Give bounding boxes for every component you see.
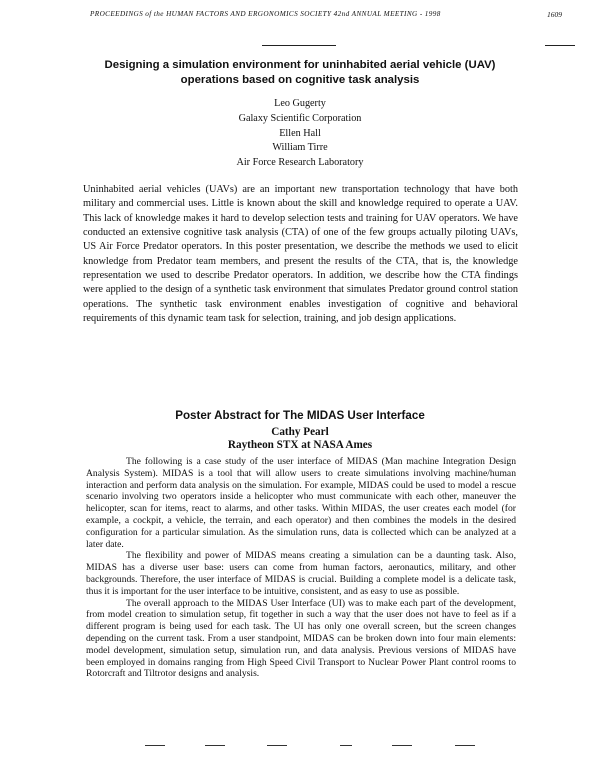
paper1-title-line1: Designing a simulation environment for uninhabited aerial vehicle (UAV)	[104, 59, 496, 71]
paper2-affiliation: Raytheon STX at NASA Ames	[227, 439, 373, 451]
footer-mark	[205, 745, 225, 746]
paper2-author: Cathy Pearl	[271, 426, 329, 438]
author-name: Ellen Hall	[279, 127, 321, 139]
paper2-byline	[150, 426, 450, 452]
author-affiliation: Galaxy Scientific Corporation	[238, 112, 362, 124]
paper2-body	[86, 456, 516, 680]
body-paragraph: The overall approach to the MIDAS User Interface (UI) was to make each part of the development, from model creation to simulation setup, fit together in such a way that the user does not have to feel as if a different program is being used for each task. The UI has only one overall screen, but the screen changes depending on the current task. From a user standpoint, MIDAS can be broken down into four main elements: model development, simulation setup, simulation run, and data analysis. Previous versions of MIDAS have been employed in domains ranging from High Speed Civil Transport to Nuclear Power Plant control rooms to Rotorcraft and Tiltrotor designs and analysis.	[86, 597, 516, 680]
footer-mark	[340, 745, 352, 746]
body-paragraph: The following is a case study of the user interface of MIDAS (Man machine Integration Design Analysis System). MIDAS is a tool that will allow users to create simulations involving machine/human interaction and perform data analysis on the simulation. For example, MIDAS could be used to model a rescue scenario involving two operators inside a helicopter who must communicate with each other, maneuver the helicopter, scan for items, react to alarms, and other tasks. Within MIDAS, the user creates each model (for example, a cockpit, a vehicle, the terrain, and each operator) and then combines the models in the desired configuration for a particular simulation. As the simulation runs, data is collected which can be analyzed at a later date.	[86, 456, 516, 550]
paper1-title-line2: operations based on cognitive task analysis	[180, 74, 420, 86]
footer-mark	[392, 745, 412, 746]
paper1-authors	[150, 97, 450, 171]
paper1-title	[60, 58, 540, 88]
header-rule-right	[545, 45, 575, 46]
page-number: 1609	[547, 10, 562, 19]
footer-mark	[455, 745, 475, 746]
footer-mark	[145, 745, 165, 746]
header-rule-left	[262, 45, 336, 46]
paper1-abstract: Uninhabited aerial vehicles (UAVs) are an important new transportation technology that have both military and commercial uses. Little is known about the skill and knowledge required to operate a UAV. This lack of knowledge makes it hard to develop selection tests and training for UAV operators. We have conducted an extensive cognitive task analysis (CTA) of one of the few groups actually piloting UAVs, US Air Force Predator operators. In this poster presentation, we describe the methods we used to elicit knowledge from Predator team members, and present the results of the CTA, that is, the knowledge representation we used to describe Predator operators. In addition, we describe how the CTA findings were applied to the design of a synthetic task environment that simulates Predator ground control station operations. The synthetic task environment enables investigation of cognitive and behavioral requirements of this dynamic team task for selection, training, and job design applications.	[83, 184, 518, 325]
author-name: Leo Gugerty	[274, 98, 326, 109]
running-header: PROCEEDINGS of the HUMAN FACTORS AND ERGONOMICS SOCIETY 42nd ANNUAL MEETING - 1998	[90, 10, 441, 18]
body-paragraph: The flexibility and power of MIDAS means creating a simulation can be a daunting task. Also, MIDAS has a diverse user base: users can come from human factors, aeronautics, military, and other backgrounds. Therefore, the user interface of MIDAS is crucial. Building a complete model is a delicate task, thus it is important for the user interface to be intuitive, consistent, and as easy to use as possible.	[86, 550, 516, 597]
paper2-title: Poster Abstract for The MIDAS User Interface	[175, 409, 425, 422]
footer-mark	[267, 745, 287, 746]
author-name: William Tirre	[272, 142, 328, 154]
author-affiliation: Air Force Research Laboratory	[236, 157, 364, 169]
